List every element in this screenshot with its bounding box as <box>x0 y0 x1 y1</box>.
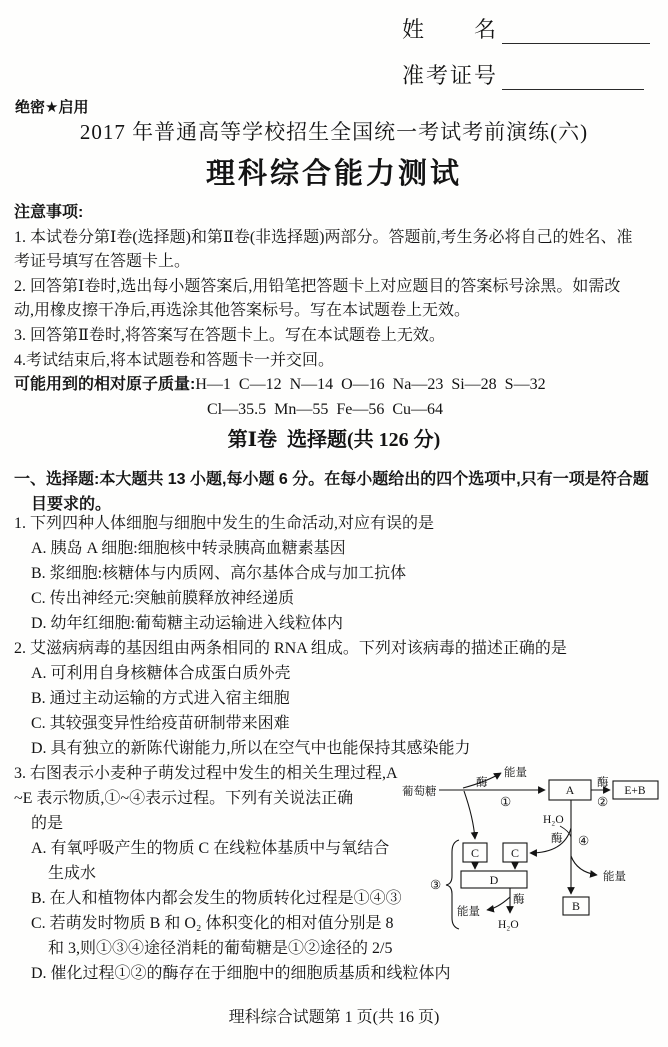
q2-option-a: A. 可利用自身核糖体合成蛋白质外壳 <box>31 665 291 682</box>
section-1-instructions <box>14 467 649 517</box>
energy-label: 能量 <box>603 871 626 883</box>
q3-option-a: A. 有氧呼吸产生的物质 C 在线粒体基质中与氧结合 <box>31 840 390 857</box>
water-label: H₂O <box>543 814 564 826</box>
q2-option-d: D. 具有独立的新陈代谢能力,所以在空气中也能保持其感染能力 <box>31 740 471 757</box>
box-c1-label: C <box>470 846 480 860</box>
atomic-masses-values-1: H—1 C—12 N—14 O—16 Na—23 Si—28 S—32 <box>195 376 546 394</box>
notice-line-1: 1. 本试卷分第Ⅰ卷(选择题)和第Ⅱ卷(非选择题)两部分。答题前,考生务必将自己的姓名、准 <box>14 228 633 246</box>
notice-heading: 注意事项: <box>14 204 84 221</box>
q1-option-a: A. 胰岛 A 细胞:细胞核中转录胰高血糖素基因 <box>31 540 346 557</box>
notice-line-3: 2. 回答第Ⅰ卷时,选出每小题答案后,用铅笔把答题卡上对应题目的答案标号涂黑。如需改 <box>14 277 621 295</box>
water-label: H₂O <box>498 919 519 931</box>
q1-option-d: D. 幼年红细胞:葡萄糖主动运输进入线粒体内 <box>31 615 344 632</box>
glucose-label: 葡萄糖 <box>402 786 437 798</box>
exam-title: 理科综合能力测试 <box>205 158 462 190</box>
instructions-line-1: 一、选择题:本大题共 13 小题,每小题 6 分。在每小题给出的四个选项中,只有一项是符合题 <box>14 471 649 488</box>
q3-stem-line-2: ~E 表示物质,①~④表示过程。下列有关说法正确 <box>14 790 354 807</box>
notice-line-5: 3. 回答第Ⅱ卷时,将答案写在答题卡上。写在本试题卷上无效。 <box>14 326 445 344</box>
q3-stem-line-3: 的是 <box>31 815 64 832</box>
secrecy-marking: 绝密★启用 <box>15 99 89 116</box>
atomic-masses-row-2: Cl—35.5 Mn—55 Fe—56 Cu—64 <box>207 400 444 418</box>
q1-stem: 1. 下列四种人体细胞与细胞中发生的生命活动,对应有误的是 <box>14 515 435 532</box>
q1-option-b: B. 浆细胞:核糖体与内质网、高尔基体合成与加工抗体 <box>31 565 407 582</box>
step1-label: ① <box>500 795 512 809</box>
q3-stem-line-1: 3. 右图表示小麦种子萌发过程中发生的相关生理过程,A <box>14 765 398 782</box>
q3-option-b: B. 在人和植物体内都会发生的物质转化过程是①④③ <box>31 890 402 907</box>
enzyme-label: 酶 <box>476 777 488 789</box>
box-c2-label: C <box>510 846 520 860</box>
q3-option-a-cont: 生成水 <box>48 865 97 882</box>
atomic-masses-label: 可能用到的相对原子质量: <box>14 376 196 394</box>
q3-option-c: C. 若萌发时物质 B 和 O₂ 体积变化的相对值分别是 8 <box>31 915 394 932</box>
q2-stem: 2. 艾滋病病毒的基因组由两条相同的 RNA 组成。下列对该病毒的描述正确的是 <box>14 640 567 657</box>
energy-label: 能量 <box>457 906 480 918</box>
exam-subtitle: 2017 年普通高等学校招生全国统一考试考前演练(六) <box>79 120 589 144</box>
diagram-boxes <box>461 780 658 915</box>
q2-option-b: B. 通过主动运输的方式进入宿主细胞 <box>31 690 290 707</box>
box-d-label: D <box>489 873 499 887</box>
exam-no-label: 准考证号 <box>402 63 499 88</box>
enzyme-label: 酶 <box>597 777 609 789</box>
notice-block <box>14 201 633 422</box>
q2-option-c: C. 其较强变异性给疫苗研制带来困难 <box>31 715 290 732</box>
enzyme-label: 酶 <box>551 833 563 845</box>
q1-option-c: C. 传出神经元:突触前膜释放神经递质 <box>31 590 295 607</box>
exam-no-field-row <box>402 59 644 90</box>
page-footer: 理科综合试题第 1 页(共 16 页) <box>228 1009 440 1026</box>
step4-label: ④ <box>578 834 590 848</box>
exam-no-underline <box>502 65 644 90</box>
box-a-label: A <box>565 783 575 797</box>
name-label: 姓 名 <box>402 17 499 42</box>
notice-line-6: 4.考试结束后,将本试题卷和答题卡一并交回。 <box>14 351 335 369</box>
box-b-label: B <box>571 899 581 913</box>
q3-process-diagram <box>401 756 666 936</box>
name-field-row <box>402 13 650 44</box>
instructions-line-2: 目要求的。 <box>31 496 112 513</box>
name-underline <box>502 19 650 44</box>
q3-option-d: D. 催化过程①②的酶存在于细胞中的细胞质基质和线粒体内 <box>31 965 451 982</box>
q3-option-c-cont: 和 3,则①③④途径消耗的葡萄糖是①②途径的 2/5 <box>48 940 393 957</box>
step3-label: ③ <box>430 878 442 892</box>
enzyme-label: 酶 <box>513 894 525 906</box>
step2-label: ② <box>597 795 609 809</box>
box-eb-label: E+B <box>624 785 646 797</box>
energy-label: 能量 <box>504 767 527 779</box>
section-1-heading: 第Ⅰ卷 选择题(共 126 分) <box>227 429 441 451</box>
notice-line-4: 动,用橡皮擦干净后,再选涂其他答案标号。写在本试题卷上无效。 <box>14 302 471 320</box>
atomic-masses-row-1 <box>14 373 633 398</box>
notice-line-2: 考证号填写在答题卡上。 <box>14 253 191 271</box>
